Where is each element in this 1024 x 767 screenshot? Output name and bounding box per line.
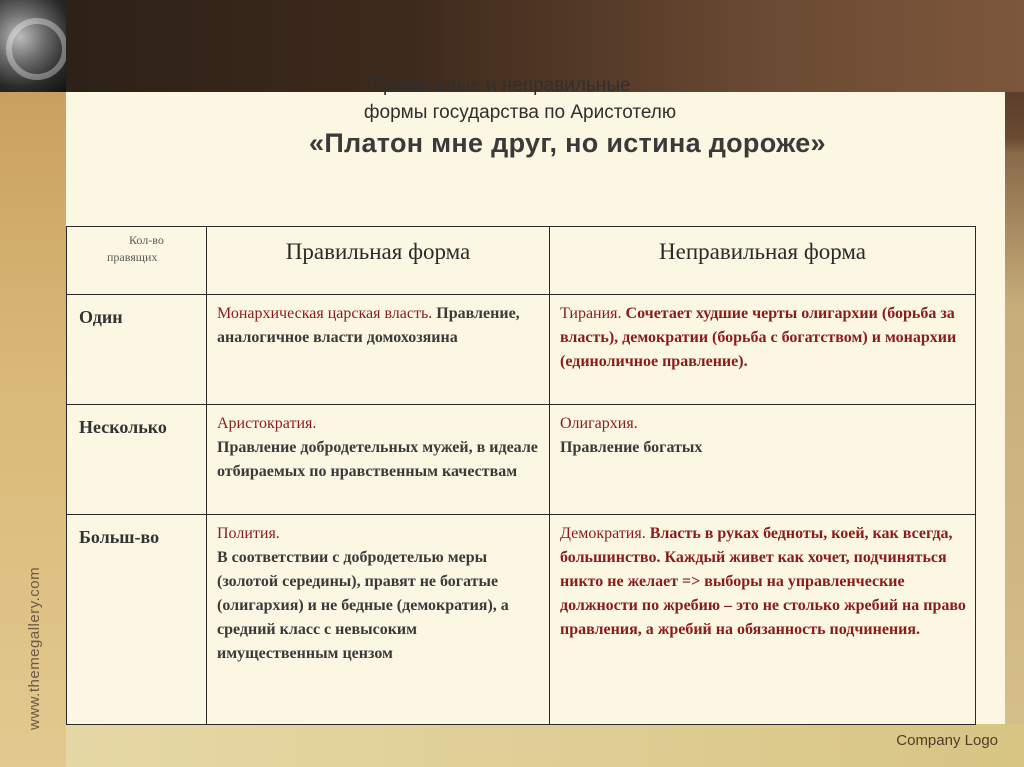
incorrect-form-name: Тирания. (560, 305, 622, 322)
incorrect-form-description: Власть в руках бедноты, коей, как всегда, большинство. Каждый живет как хочет, подчиняться никто не желает => выборы на управленческие должности по жребию – это не столько жребий на право правления, а жребий на обязанность подчинения. (560, 525, 966, 638)
correct-form-description: В соответствии с добродетелью меры (золотой середины), правят не богатые (олигархия) и не бедные (демократия), а средний класс с невысоким имущественным цензом (217, 549, 509, 662)
correct-form-cell (207, 515, 550, 725)
incorrect-form-cell (550, 295, 976, 405)
corner-label-line1: Кол-во (129, 233, 164, 247)
correct-form-name: Аристократия. (217, 415, 317, 432)
correct-form-cell (207, 405, 550, 515)
incorrect-form-name: Олигархия. (560, 415, 638, 432)
forms-table (66, 226, 976, 725)
table-header-row (67, 227, 976, 295)
incorrect-form-description: Сочетает худшие черты олигархии (борьба за власть), демократии (борьба с богатством) и монархии (единоличное правление). (560, 305, 957, 370)
incorrect-form-description: Правление богатых (560, 439, 703, 456)
row-label: Один (67, 295, 207, 405)
slide-title-line1: Правильные и неправильные (369, 75, 631, 96)
slide-title-line2: формы государства по Аристотелю (363, 102, 677, 123)
row-label: Больш-во (67, 515, 207, 725)
table-row (67, 405, 976, 515)
incorrect-form-name: Демократия. (560, 525, 646, 542)
header-correct-form: Правильная форма (207, 227, 550, 295)
table-row (67, 515, 976, 725)
row-label: Несколько (67, 405, 207, 515)
correct-form-name: Полития. (217, 525, 280, 542)
header-corner-cell (67, 227, 207, 295)
header-incorrect-form: Неправильная форма (550, 227, 976, 295)
correct-form-description: Правление, аналогичное власти домохозяина (217, 305, 520, 346)
correct-form-description: Правление добродетельных мужей, в идеале отбираемых по нравственным качествам (217, 439, 538, 480)
sidebar-website-text: www.themegallery.com (26, 566, 43, 730)
correct-form-cell (207, 295, 550, 405)
footer-band (66, 724, 1024, 767)
table-row (67, 295, 976, 405)
incorrect-form-cell (550, 515, 976, 725)
slide-quote: «Платон мне друг, но истина дороже» (309, 128, 826, 158)
company-logo: Company Logo (896, 732, 998, 749)
correct-form-name: Монархическая царская власть. (217, 305, 433, 322)
incorrect-form-cell (550, 405, 976, 515)
corner-label-line2: правящих (107, 250, 158, 264)
